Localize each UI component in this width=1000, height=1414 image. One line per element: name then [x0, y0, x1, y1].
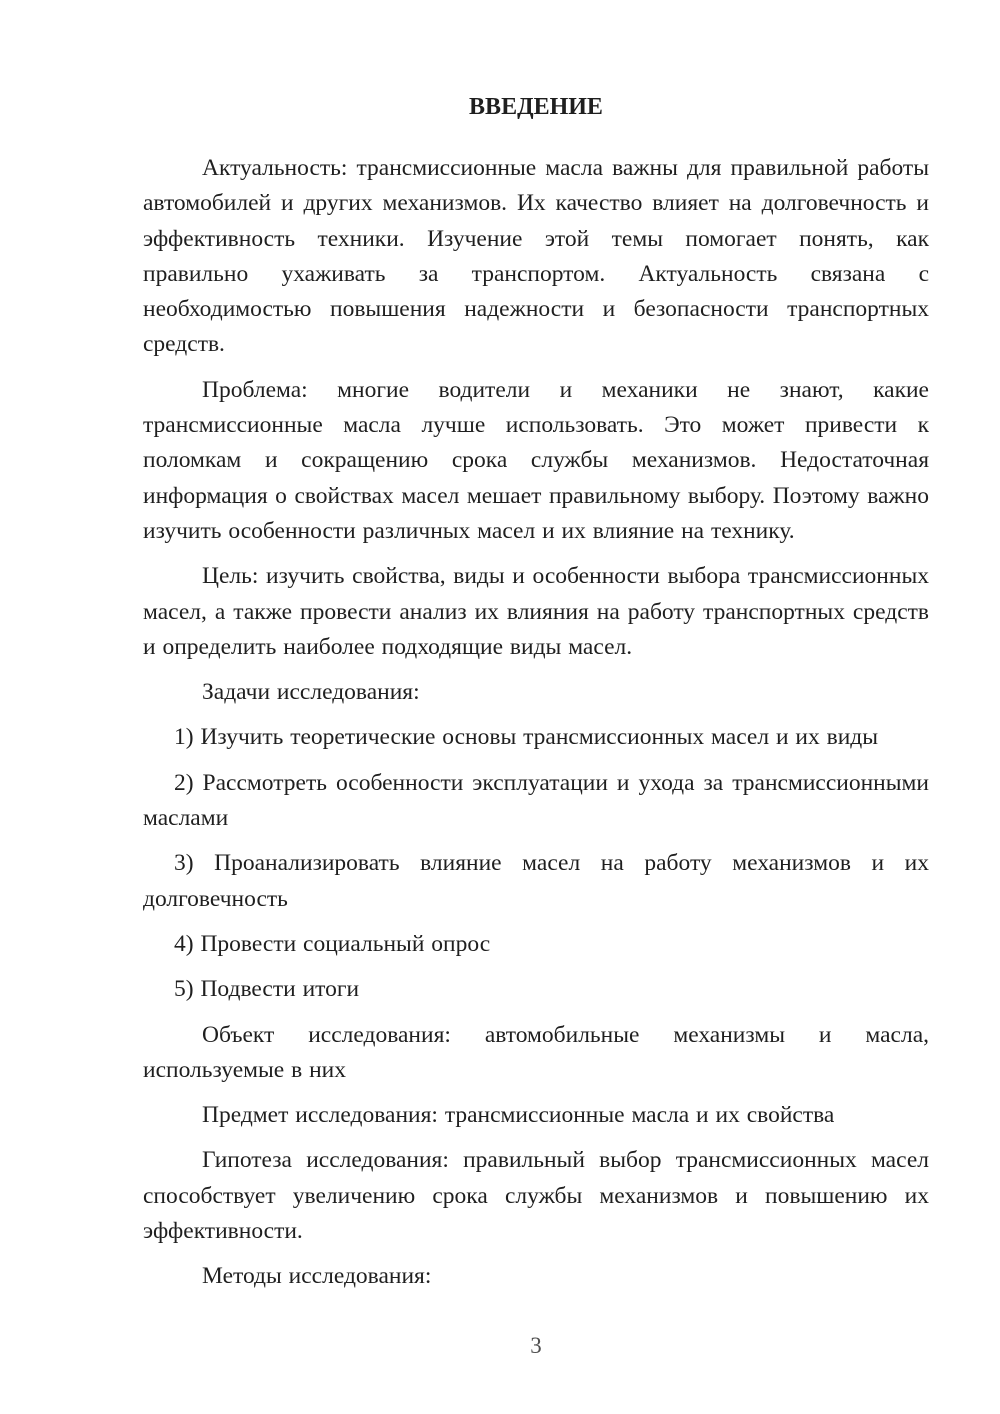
heading-research-methods: Методы исследования: [202, 1263, 432, 1290]
document-body [143, 90, 929, 1305]
paragraph-research-hypothesis: Гипотеза исследования: правильный выбор трансмиссионных масел способствует увеличению срока службы механизмов и повышению их эффективности. [143, 1147, 929, 1245]
task-item-4: 4) Провести социальный опрос [174, 930, 491, 957]
paragraph-research-subject: Предмет исследования: трансмиссионные масла и их свойства [202, 1102, 835, 1129]
page-number: 3 [530, 1333, 542, 1358]
paragraph-problem: Проблема: многие водители и механики не знают, какие трансмиссионные масла лучше использовать. Это может привести к поломкам и сокращению срока службы механизмов. Недостаточная информация о свойствах масел мешает правильному выбору. Поэтому важно изучить особенности различных масел и их влияние на технику. [143, 376, 929, 544]
paragraph-research-object: Объект исследования: автомобильные механизмы и масла, используемые в них [143, 1021, 929, 1083]
task-item-3: 3) Проанализировать влияние масел на работу механизмов и их долговечность [143, 850, 929, 912]
heading-research-tasks: Задачи исследования: [202, 679, 420, 706]
paragraph-relevance: Актуальность: трансмиссионные масла важны для правильной работы автомобилей и других механизмов. Их качество влияет на долговечность и эффективность техники. Изучение этой темы помогает понять, как правильно ухаживать за транспортом. Актуальность связана с необходимостью повышения надежности и безопасности транспортных средств. [143, 155, 929, 358]
task-item-2: 2) Рассмотреть особенности эксплуатации и ухода за трансмиссионными маслами [143, 769, 929, 832]
page-title: ВВЕДЕНИЕ [469, 94, 603, 120]
task-item-1: 1) Изучить теоретические основы трансмиссионных масел и их виды [174, 724, 879, 751]
task-item-5: 5) Подвести итоги [174, 976, 360, 1003]
paragraph-goal: Цель: изучить свойства, виды и особенности выбора трансмиссионных масел, а также провести анализ их влияния на работу транспортных средств и определить наиболее подходящие виды масел. [143, 563, 929, 660]
